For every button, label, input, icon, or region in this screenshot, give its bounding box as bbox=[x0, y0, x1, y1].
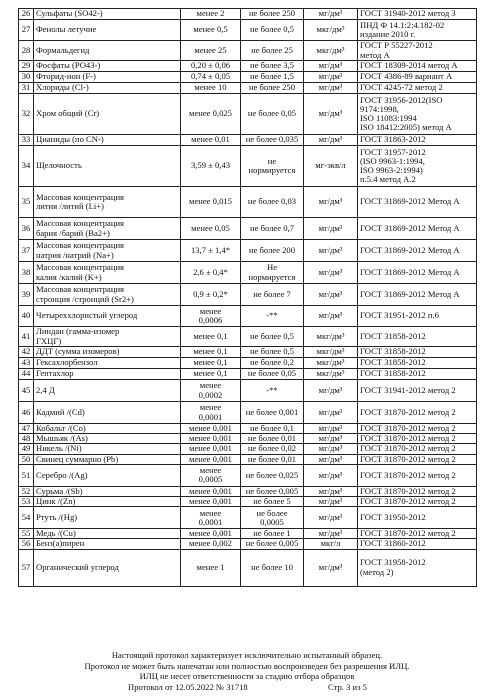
result-value: менее 0,0005 bbox=[181, 464, 241, 486]
result-value: менее 0,001 bbox=[181, 486, 241, 496]
test-method: ГОСТ 31869-2012 Метод А bbox=[358, 187, 477, 218]
result-value: менее 0,001 bbox=[181, 529, 241, 539]
indicator-name: Бенз(а)пирен bbox=[34, 539, 181, 549]
unit: мг-экв/л bbox=[304, 146, 358, 187]
table-row bbox=[19, 486, 477, 496]
row-number: 30 bbox=[19, 72, 34, 83]
unit: мг/дм³ bbox=[304, 402, 358, 424]
unit: мг/дм³ bbox=[304, 507, 358, 529]
table-row bbox=[19, 218, 477, 240]
indicator-name: Массовая концентрация калия /калий (K+) bbox=[34, 262, 181, 284]
limit-value: не более 0,001 bbox=[241, 402, 304, 424]
indicator-name: Четыреххлористый углерод bbox=[34, 306, 181, 327]
test-method: ГОСТ 31940-2012 метод 3 bbox=[358, 9, 477, 20]
table-row bbox=[19, 327, 477, 347]
limit-value: не более 0,05 bbox=[241, 369, 304, 380]
indicator-name: Хром общий (Cr) bbox=[34, 94, 181, 135]
result-value: менее 0,5 bbox=[181, 20, 241, 41]
unit: мг/дм³ bbox=[304, 306, 358, 327]
indicator-name: Линдан (гамма-изомер ГХЦГ) bbox=[34, 327, 181, 347]
footer-disclaimer-1: Настоящий протокол характеризует исключительно испытанный образец. bbox=[111, 650, 383, 660]
indicator-name: Цинк /(Zn) bbox=[34, 497, 181, 507]
result-value: менее 0,001 bbox=[181, 497, 241, 507]
limit-value: не более 200 bbox=[241, 240, 304, 262]
table-row bbox=[19, 146, 477, 187]
indicator-name: Фосфаты (PO43-) bbox=[34, 61, 181, 72]
unit: мг/дм³ bbox=[304, 486, 358, 496]
indicator-name: Массовая концентрация лития /литий (Li+) bbox=[34, 187, 181, 218]
table-row bbox=[19, 402, 477, 424]
test-method: ГОСТ 31950-2012 bbox=[358, 507, 477, 529]
results-table bbox=[18, 8, 477, 587]
indicator-name: Хлориды (Cl-) bbox=[34, 83, 181, 94]
limit-value: не более 0,5 bbox=[241, 327, 304, 347]
test-method: ГОСТ 31870-2012 метод 2 bbox=[358, 434, 477, 444]
row-number: 38 bbox=[19, 262, 34, 284]
row-number: 52 bbox=[19, 486, 34, 496]
unit: мг/дм³ bbox=[304, 454, 358, 464]
table-row bbox=[19, 9, 477, 20]
limit-value: не более 0,2 bbox=[241, 358, 304, 369]
result-value: менее 10 bbox=[181, 83, 241, 94]
unit: мг/дм³ bbox=[304, 464, 358, 486]
limit-value: не более 1,5 bbox=[241, 72, 304, 83]
result-value: менее 0,0001 bbox=[181, 507, 241, 529]
limit-value: не более 0,7 bbox=[241, 218, 304, 240]
result-value: менее 0,0002 bbox=[181, 380, 241, 402]
unit: мг/дм³ bbox=[304, 434, 358, 444]
test-method: ГОСТ 31870-2012 метод 2 bbox=[358, 486, 477, 496]
unit: мг/дм³ bbox=[304, 549, 358, 586]
test-method: ГОСТ 18309-2014 метод А bbox=[358, 61, 477, 72]
table-row bbox=[19, 61, 477, 72]
limit-value: не более 0,03 bbox=[241, 187, 304, 218]
test-method: ГОСТ 31860-2012 bbox=[358, 539, 477, 549]
unit: мг/дм³ bbox=[304, 135, 358, 146]
page-number: Стр. 3 из 5 bbox=[328, 681, 367, 692]
limit-value: не более 0,035 bbox=[241, 135, 304, 146]
indicator-name: Сульфаты (SO42-) bbox=[34, 9, 181, 20]
table-row bbox=[19, 187, 477, 218]
result-value: 0,74 ± 0,05 bbox=[181, 72, 241, 83]
table-row bbox=[19, 549, 477, 586]
test-method: ГОСТ 31958-2012 (метод 2) bbox=[358, 549, 477, 586]
indicator-name: Гептахлор bbox=[34, 369, 181, 380]
row-number: 43 bbox=[19, 358, 34, 369]
row-number: 31 bbox=[19, 83, 34, 94]
indicator-name: Щелочность bbox=[34, 146, 181, 187]
result-value: менее 0,002 bbox=[181, 539, 241, 549]
result-value: менее 0,0001 bbox=[181, 402, 241, 424]
table-row bbox=[19, 20, 477, 41]
unit: мкг/л bbox=[304, 539, 358, 549]
result-value: менее 2 bbox=[181, 9, 241, 20]
test-method: ГОСТ 4386-89 вариант А bbox=[358, 72, 477, 83]
test-method: ГОСТ 31870-2012 метод 2 bbox=[358, 464, 477, 486]
table-row bbox=[19, 41, 477, 61]
test-method: ГОСТ 31870-2012 метод 2 bbox=[358, 529, 477, 539]
unit: мг/дм³ bbox=[304, 94, 358, 135]
limit-value: не более 0,025 bbox=[241, 464, 304, 486]
unit: мг/дм³ bbox=[304, 218, 358, 240]
limit-value: не более 1 bbox=[241, 529, 304, 539]
limit-value: не более 0,05 bbox=[241, 94, 304, 135]
indicator-name: 2,4 Д bbox=[34, 380, 181, 402]
unit: мкг/дм³ bbox=[304, 358, 358, 369]
row-number: 36 bbox=[19, 218, 34, 240]
table-row bbox=[19, 444, 477, 454]
row-number: 46 bbox=[19, 402, 34, 424]
row-number: 57 bbox=[19, 549, 34, 586]
table-row bbox=[19, 347, 477, 358]
test-method: ГОСТ 4245-72 метод 2 bbox=[358, 83, 477, 94]
table-row bbox=[19, 72, 477, 83]
indicator-name: Фторид-ион (F-) bbox=[34, 72, 181, 83]
document-footer bbox=[18, 650, 476, 693]
unit: мкг/дм³ bbox=[304, 41, 358, 61]
row-number: 49 bbox=[19, 444, 34, 454]
limit-value: не более 0,0005 bbox=[241, 507, 304, 529]
result-value: 3,59 ± 0,43 bbox=[181, 146, 241, 187]
table-row bbox=[19, 358, 477, 369]
row-number: 44 bbox=[19, 369, 34, 380]
test-method: ГОСТ 31870-2012 метод 2 bbox=[358, 497, 477, 507]
result-value: менее 0,001 bbox=[181, 454, 241, 464]
result-value: менее 0,001 bbox=[181, 444, 241, 454]
test-method: ГОСТ 31858-2012 bbox=[358, 347, 477, 358]
indicator-name: Свинец суммарно (Pb) bbox=[34, 454, 181, 464]
unit: мг/дм³ bbox=[304, 9, 358, 20]
limit-value: не более 25 bbox=[241, 41, 304, 61]
indicator-name: Медь /(Cu) bbox=[34, 529, 181, 539]
indicator-name: Мышьяк /(As) bbox=[34, 434, 181, 444]
table-row bbox=[19, 507, 477, 529]
limit-value: Не нормируется bbox=[241, 262, 304, 284]
result-value: менее 25 bbox=[181, 41, 241, 61]
test-method: ГОСТ 31870-2012 метод 2 bbox=[358, 402, 477, 424]
row-number: 28 bbox=[19, 41, 34, 61]
result-value: менее 0,1 bbox=[181, 347, 241, 358]
limit-value: не более 250 bbox=[241, 9, 304, 20]
limit-value: не более 0,01 bbox=[241, 454, 304, 464]
unit: мг/дм³ bbox=[304, 262, 358, 284]
table-row bbox=[19, 497, 477, 507]
limit-value: -** bbox=[241, 380, 304, 402]
unit: мкг/дм³ bbox=[304, 347, 358, 358]
table-row bbox=[19, 83, 477, 94]
test-method: ГОСТ 31858-2012 bbox=[358, 369, 477, 380]
result-value: менее 0,015 bbox=[181, 187, 241, 218]
result-value: менее 0,001 bbox=[181, 424, 241, 434]
limit-value: не более 0,02 bbox=[241, 444, 304, 454]
test-method: ГОСТ 31951-2012 п.6 bbox=[358, 306, 477, 327]
limit-value: не более 0,1 bbox=[241, 424, 304, 434]
row-number: 56 bbox=[19, 539, 34, 549]
table-row bbox=[19, 529, 477, 539]
result-value: менее 0,01 bbox=[181, 135, 241, 146]
row-number: 32 bbox=[19, 94, 34, 135]
test-method: ГОСТ 31870-2012 метод 2 bbox=[358, 424, 477, 434]
test-method: ГОСТ 31957-2012 (ISO 9963-1:1994, ISO 9963-2:1994) п.5.4 метод А.2 bbox=[358, 146, 477, 187]
protocol-number: Протокол от 12.05.2022 № 31718 bbox=[128, 681, 248, 692]
indicator-name: ДДТ (сумма изомеров) bbox=[34, 347, 181, 358]
result-value: менее 0,05 bbox=[181, 218, 241, 240]
indicator-name: Серебро /(Ag) bbox=[34, 464, 181, 486]
unit: мкг/дм³ bbox=[304, 20, 358, 41]
footer-disclaimer-3: ИЛЦ не несет ответственности за стадию отбора образцов bbox=[139, 671, 355, 682]
table-row bbox=[19, 424, 477, 434]
result-value: менее 0,0006 bbox=[181, 306, 241, 327]
unit: мг/дм³ bbox=[304, 83, 358, 94]
limit-value: не более 250 bbox=[241, 83, 304, 94]
unit: мг/дм³ bbox=[304, 380, 358, 402]
test-method: ГОСТ Р 55227-2012 метод А bbox=[358, 41, 477, 61]
indicator-name: Массовая концентрация натрия /натрий (Na+) bbox=[34, 240, 181, 262]
indicator-name: Формальдегид bbox=[34, 41, 181, 61]
test-method: ГОСТ 31870-2012 метод 2 bbox=[358, 454, 477, 464]
row-number: 55 bbox=[19, 529, 34, 539]
row-number: 37 bbox=[19, 240, 34, 262]
table-row bbox=[19, 94, 477, 135]
table-row bbox=[19, 262, 477, 284]
row-number: 29 bbox=[19, 61, 34, 72]
unit: мг/дм³ bbox=[304, 72, 358, 83]
row-number: 33 bbox=[19, 135, 34, 146]
table-row bbox=[19, 539, 477, 549]
result-value: 2,6 ± 0,4* bbox=[181, 262, 241, 284]
table-row bbox=[19, 240, 477, 262]
result-value: менее 0,025 bbox=[181, 94, 241, 135]
row-number: 51 bbox=[19, 464, 34, 486]
row-number: 39 bbox=[19, 284, 34, 306]
row-number: 26 bbox=[19, 9, 34, 20]
row-number: 48 bbox=[19, 434, 34, 444]
limit-value: не более 0,5 bbox=[241, 347, 304, 358]
result-value: 0,9 ± 0,2* bbox=[181, 284, 241, 306]
limit-value: не нормируется bbox=[241, 146, 304, 187]
limit-value: не более 7 bbox=[241, 284, 304, 306]
row-number: 47 bbox=[19, 424, 34, 434]
row-number: 50 bbox=[19, 454, 34, 464]
test-method: ГОСТ 31956-2012(ISO 9174:1998, ISO 11083:1994 ISO 18412:2005) метод А bbox=[358, 94, 477, 135]
row-number: 45 bbox=[19, 380, 34, 402]
unit: мг/дм³ bbox=[304, 444, 358, 454]
row-number: 53 bbox=[19, 497, 34, 507]
limit-value: не более 10 bbox=[241, 549, 304, 586]
table-row bbox=[19, 434, 477, 444]
test-method: ГОСТ 31863-2012 bbox=[358, 135, 477, 146]
unit: мг/дм³ bbox=[304, 529, 358, 539]
limit-value: не более 0,005 bbox=[241, 539, 304, 549]
indicator-name: Фенолы летучие bbox=[34, 20, 181, 41]
limit-value: не более 0,01 bbox=[241, 434, 304, 444]
results-table-container bbox=[18, 8, 476, 587]
indicator-name: Никель /(Ni) bbox=[34, 444, 181, 454]
limit-value: не более 3,5 bbox=[241, 61, 304, 72]
table-row bbox=[19, 454, 477, 464]
result-value: менее 1 bbox=[181, 549, 241, 586]
unit: мг/дм³ bbox=[304, 284, 358, 306]
row-number: 35 bbox=[19, 187, 34, 218]
indicator-name: Кобальт /(Co) bbox=[34, 424, 181, 434]
result-value: менее 0,1 bbox=[181, 369, 241, 380]
limit-value: не более 0,5 bbox=[241, 20, 304, 41]
test-method: ГОСТ 31869-2012 Метод А bbox=[358, 262, 477, 284]
table-row bbox=[19, 380, 477, 402]
indicator-name: Сурьма /(Sb) bbox=[34, 486, 181, 496]
test-method: ГОСТ 31869-2012 Метод А bbox=[358, 240, 477, 262]
test-method: ГОСТ 31869-2012 Метод А bbox=[358, 218, 477, 240]
unit: мг/дм³ bbox=[304, 240, 358, 262]
row-number: 42 bbox=[19, 347, 34, 358]
indicator-name: Массовая концентрация бария /барий (Ba2+) bbox=[34, 218, 181, 240]
test-method: ГОСТ 31858-2012 bbox=[358, 327, 477, 347]
limit-value: -** bbox=[241, 306, 304, 327]
unit: мг/дм³ bbox=[304, 61, 358, 72]
unit: мг/дм³ bbox=[304, 424, 358, 434]
result-value: 0,20 ± 0,06 bbox=[181, 61, 241, 72]
row-number: 40 bbox=[19, 306, 34, 327]
indicator-name: Цианиды (по CN-) bbox=[34, 135, 181, 146]
unit: мг/дм³ bbox=[304, 187, 358, 218]
test-method: ПНД Ф 14.1:2:4.182-02 издание 2010 г. bbox=[358, 20, 477, 41]
results-table-body bbox=[19, 9, 477, 587]
row-number: 27 bbox=[19, 20, 34, 41]
table-row bbox=[19, 135, 477, 146]
result-value: 13,7 ± 1,4* bbox=[181, 240, 241, 262]
unit: мкг/дм³ bbox=[304, 369, 358, 380]
row-number: 34 bbox=[19, 146, 34, 187]
result-value: менее 0,1 bbox=[181, 358, 241, 369]
result-value: менее 0,1 bbox=[181, 327, 241, 347]
row-number: 54 bbox=[19, 507, 34, 529]
limit-value: не более 5 bbox=[241, 497, 304, 507]
test-method: ГОСТ 31870-2012 метод 2 bbox=[358, 444, 477, 454]
indicator-name: Массовая концентрация стронция /стронций (Sr2+) bbox=[34, 284, 181, 306]
row-number: 41 bbox=[19, 327, 34, 347]
unit: мг/дм³ bbox=[304, 497, 358, 507]
table-row bbox=[19, 284, 477, 306]
indicator-name: Ртуть /(Hg) bbox=[34, 507, 181, 529]
result-value: менее 0,001 bbox=[181, 434, 241, 444]
indicator-name: Кадмий /(Cd) bbox=[34, 402, 181, 424]
table-row bbox=[19, 369, 477, 380]
indicator-name: Органический углерод bbox=[34, 549, 181, 586]
test-method: ГОСТ 31941-2012 метод 2 bbox=[358, 380, 477, 402]
table-row bbox=[19, 306, 477, 327]
footer-disclaimer-2: Протокол не может быть напечатан или полностью воспроизведен без разрешения ИЛЦ. bbox=[84, 660, 410, 671]
unit: мкг/дм³ bbox=[304, 327, 358, 347]
table-row bbox=[19, 464, 477, 486]
indicator-name: Гексахлорбензол bbox=[34, 358, 181, 369]
test-method: ГОСТ 31858-2012 bbox=[358, 358, 477, 369]
limit-value: не более 0,005 bbox=[241, 486, 304, 496]
test-method: ГОСТ 31869-2012 Метод А bbox=[358, 284, 477, 306]
